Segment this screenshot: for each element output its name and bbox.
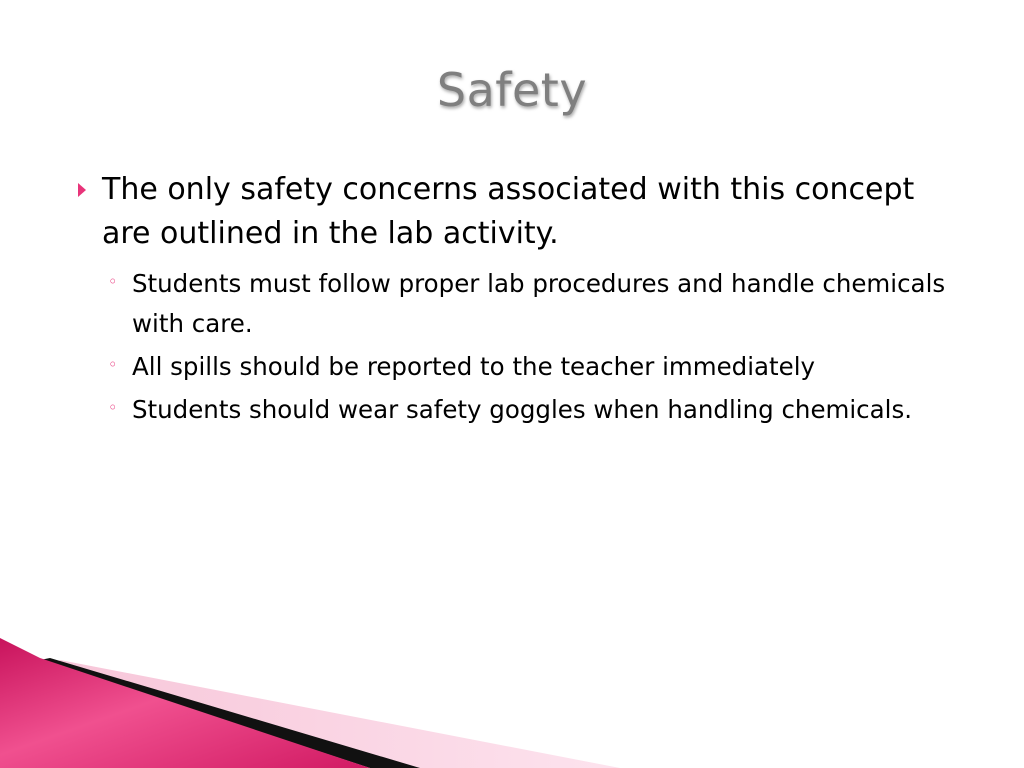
sub-bullet-text: Students should wear safety goggles when handling chemicals. [132,395,913,424]
sub-bullet-list [70,264,970,430]
sub-bullet-item [108,264,970,344]
circle-bullet-icon: ◦ [108,398,118,417]
bullet-item [70,168,970,256]
sub-bullet-item [108,347,970,387]
sub-bullet-text: All spills should be reported to the teacher immediately [132,352,816,381]
slide-title: Safety [436,63,588,117]
slide-content [70,168,970,433]
decorative-swoosh [0,638,1024,768]
bullet-text: The only safety concerns associated with this concept are outlined in the lab activity. [102,172,915,251]
sub-bullet-item [108,390,970,430]
circle-bullet-icon: ◦ [108,272,118,291]
sub-bullet-text: Students must follow proper lab procedures and handle chemicals with care. [132,269,946,338]
circle-bullet-icon: ◦ [108,355,118,374]
triangle-bullet-icon [78,183,86,197]
